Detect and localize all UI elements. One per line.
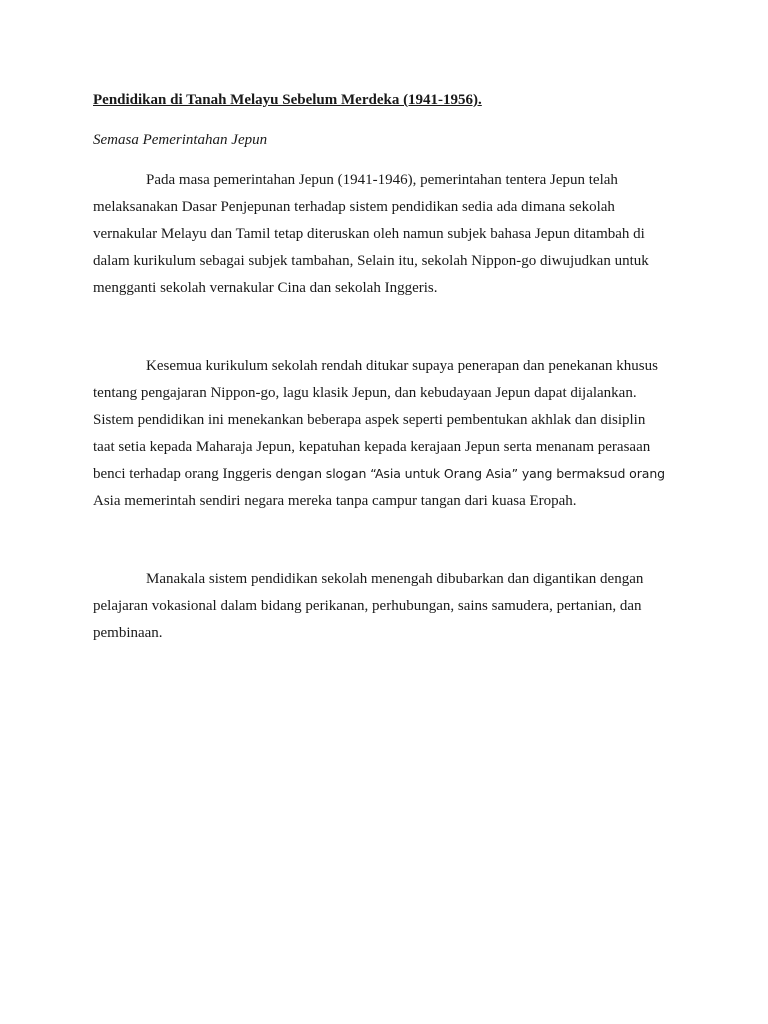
paragraph-1-line-5: mengganti sekolah vernakular Cina dan sekolah Inggeris. — [93, 280, 438, 296]
paragraph-1-line-3: vernakular Melayu dan Tamil tetap diteruskan oleh namun subjek bahasa Jepun ditambah di — [93, 226, 645, 242]
paragraph-3-line-1: Manakala sistem pendidikan sekolah menengah dibubarkan dan digantikan dengan — [146, 571, 644, 587]
paragraph-2-line-3: Sistem pendidikan ini menekankan beberapa aspek seperti pembentukan akhlak dan disiplin — [93, 412, 646, 428]
document-title: Pendidikan di Tanah Melayu Sebelum Merdeka (1941-1956). — [93, 92, 482, 108]
paragraph-2-line-1: Kesemua kurikulum sekolah rendah ditukar supaya penerapan dan penekanan khusus — [146, 358, 658, 374]
paragraph-2-line-2: tentang pengajaran Nippon-go, lagu klasik Jepun, dan kebudayaan Jepun dapat dijalankan. — [93, 385, 637, 401]
paragraph-3-line-2: pelajaran vokasional dalam bidang perikanan, perhubungan, sains samudera, pertanian, dan — [93, 598, 642, 614]
paragraph-2-line-5-slogan: dengan slogan “Asia untuk Orang Asia” yang bermaksud orang — [275, 466, 665, 481]
paragraph-2-line-6: Asia memerintah sendiri negara mereka tanpa campur tangan dari kuasa Eropah. — [93, 493, 577, 509]
section-subtitle: Semasa Pemerintahan Jepun — [93, 132, 268, 148]
paragraph-1-line-4: dalam kurikulum sebagai subjek tambahan, Selain itu, sekolah Nippon-go diwujudkan untuk — [93, 253, 649, 269]
paragraph-3-line-3: pembinaan. — [93, 625, 163, 641]
paragraph-1-line-1: Pada masa pemerintahan Jepun (1941-1946), pemerintahan tentera Jepun telah — [146, 172, 618, 188]
paragraph-2-line-4: taat setia kepada Maharaja Jepun, kepatuhan kepada kerajaan Jepun serta menanam perasaan — [93, 439, 651, 455]
paragraph-2-line-5-serif: benci terhadap orang Inggeris — [93, 466, 276, 482]
paragraph-2-line-5 — [93, 464, 665, 484]
paragraph-1-line-2: melaksanakan Dasar Penjepunan terhadap sistem pendidikan sedia ada dimana sekolah — [93, 199, 615, 215]
